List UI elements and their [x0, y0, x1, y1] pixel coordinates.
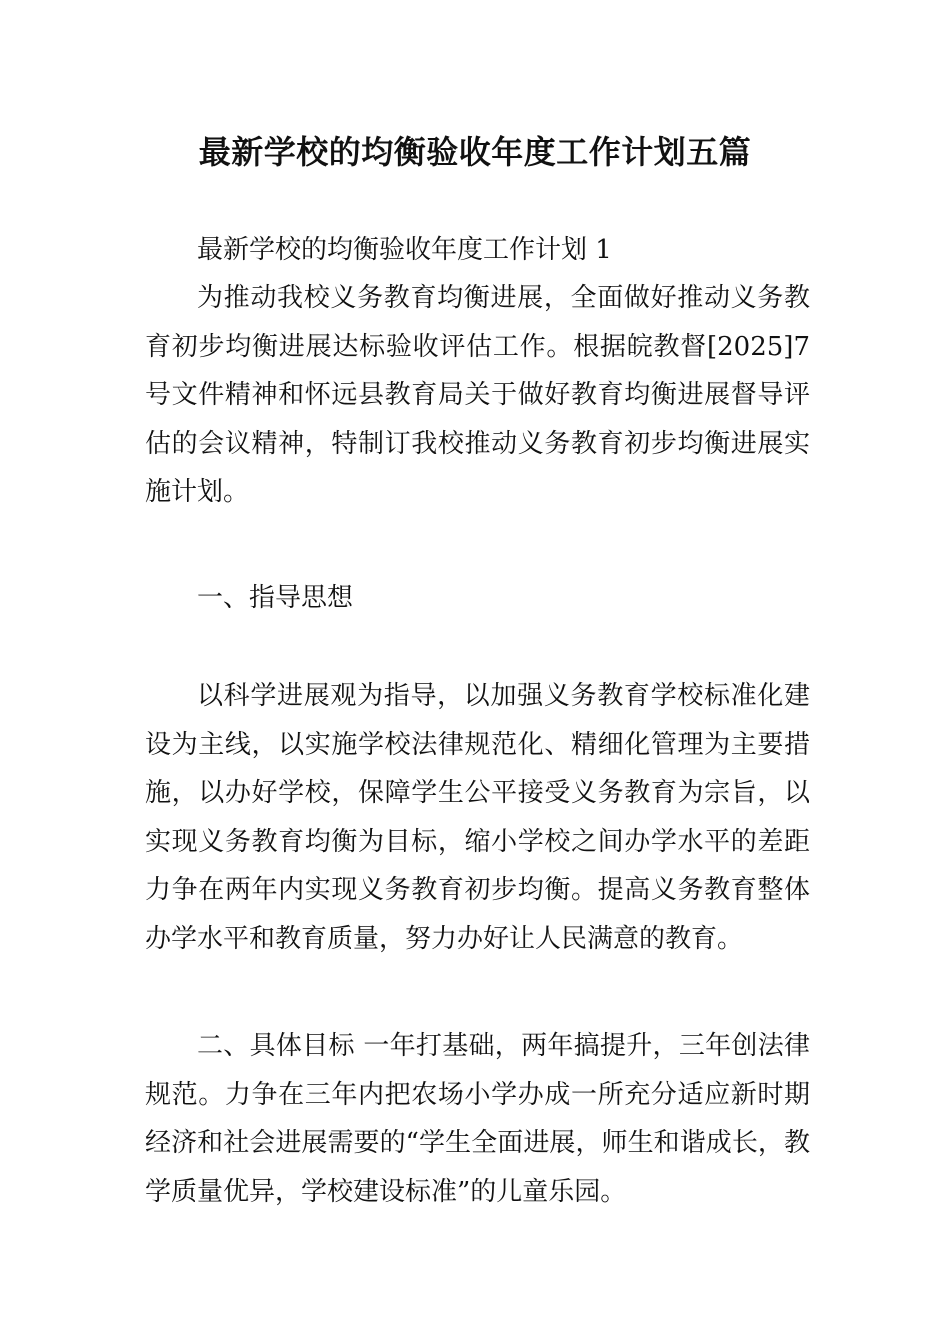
- section-heading-guiding-ideology: 一、指导思想: [197, 583, 354, 613]
- guiding-ideology-paragraph: 以科学进展观为指导，以加强义务教育学校标准化建设为主线，以实施学校法律规范化、精细化管理为主要措施，以办好学校，保障学生公平接受义务教育为宗旨，以实现义务教育均衡为目标，缩小学校之间办学水平的差距力争在两年内实现义务教育初步均衡。提高义务教育整体办学水平和教育质量，努力办好让人民满意的教育。: [145, 681, 810, 954]
- document-title: 最新学校的均衡验收年度工作计划五篇: [198, 133, 752, 171]
- specific-goals-paragraph: 二、具体目标 一年打基础，两年搞提升，三年创法律规范。力争在三年内把农场小学办成一所充分适应新时期经济和社会进展需要的“学生全面进展，师生和谐成长，教学质量优异，学校建设标准”的儿童乐园。: [145, 1031, 810, 1207]
- intro-paragraph: 为推动我校义务教育均衡进展，全面做好推动义务教育初步均衡进展达标验收评估工作。根据皖教督[2025]7号文件精神和怀远县教育局关于做好教育均衡进展督导评估的会议精神，特制订我校推动义务教育初步均衡进展实施计划。: [145, 283, 810, 507]
- plan-subtitle: 最新学校的均衡验收年度工作计划 1: [197, 235, 612, 265]
